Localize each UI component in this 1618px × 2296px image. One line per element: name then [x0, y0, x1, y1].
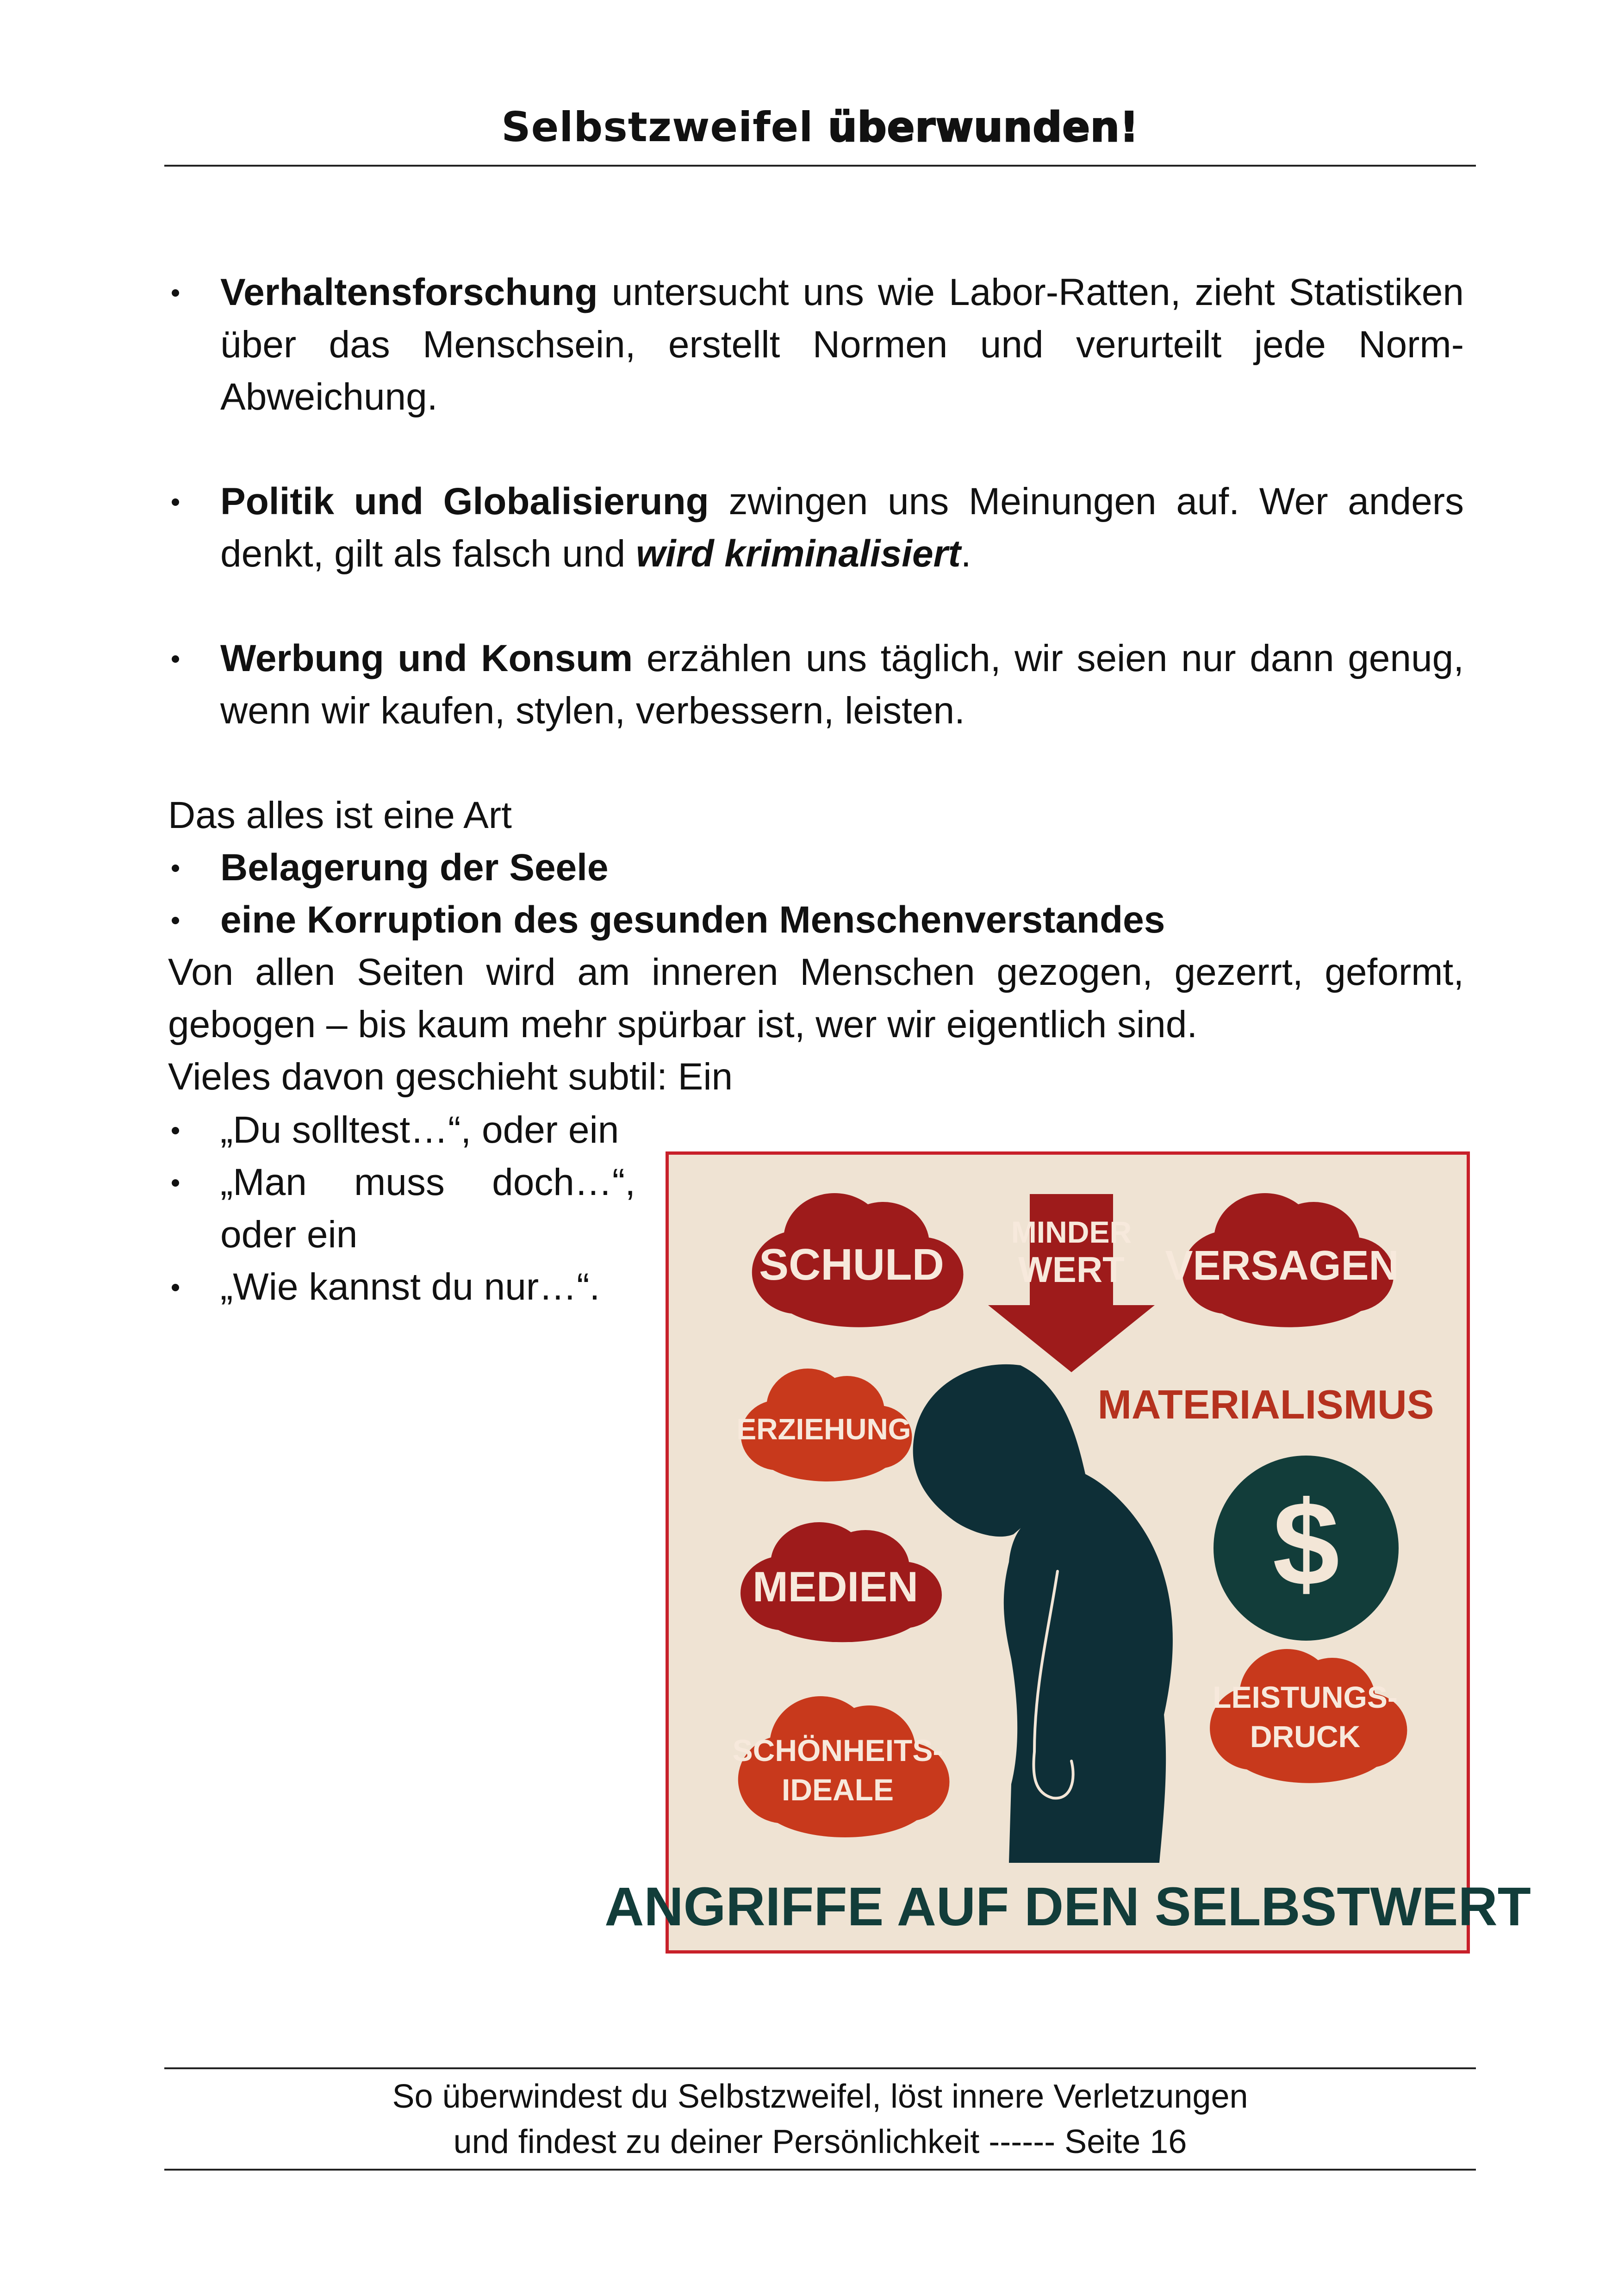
list-item [168, 894, 1464, 946]
cloud-label: MEDIEN [753, 1563, 918, 1611]
list-item [168, 266, 1464, 423]
dollar-sign: $ [1272, 1477, 1340, 1611]
bullet-text: erzählen uns täglich, wir seien nur dann genug, wenn wir kaufen, stylen, verbessern, leisten. [220, 637, 1464, 732]
title-bold: überwunden! [828, 103, 1139, 151]
cloud-label: VERSAGEN [1165, 1243, 1399, 1289]
list-item: „Du solltest…“, oder ein [168, 1104, 635, 1156]
page-header [164, 100, 1476, 167]
cloud-label: ERZIEHUNG [736, 1412, 911, 1446]
list-item: „Man muss doch…“, oder ein [168, 1156, 635, 1261]
bullet-text: zwingen uns Meinungen auf. Wer anders denkt, gilt als falsch und [220, 480, 1464, 575]
quotes-list [168, 1104, 635, 1313]
siege-section [168, 789, 1464, 1103]
title-normal: Selbstzweifel [501, 103, 828, 151]
quotes-section [168, 1104, 635, 1313]
intro-line: Das alles ist eine Art [168, 794, 512, 836]
cloud-label: IDEALE [781, 1773, 894, 1807]
subtle-intro: Vieles davon geschieht subtil: Ein [168, 1056, 733, 1098]
list-item [168, 475, 1464, 580]
influence-list [168, 266, 1464, 737]
footer-line: So überwindest du Selbstzweifel, löst innere Verletzungen [392, 2078, 1248, 2115]
body-paragraph: Von allen Seiten wird am inneren Menschen gezogen, gezerrt, geformt, gebogen – bis kaum mehr spürbar ist, wer wir eigentlich sind. [168, 951, 1464, 1045]
list-item [168, 632, 1464, 737]
bullet-bold: Werbung und Konsum [220, 637, 633, 679]
cloud-label: LEISTUNGS- [1213, 1680, 1398, 1714]
illustration-caption: ANGRIFFE AUF DEN SELBSTWERT [604, 1876, 1531, 1937]
cloud-label: SCHÖNHEITS- [732, 1733, 943, 1767]
dollar-icon [1214, 1456, 1399, 1641]
illustration [604, 1155, 1531, 1950]
arrow-label: MINDER [1011, 1215, 1132, 1249]
page-title [164, 100, 1476, 155]
art-item: Belagerung der Seele [220, 846, 609, 889]
bullet-text: untersucht uns wie Labor-Ratten, zieht Statistiken über das Menschsein, erstellt Normen und verurteilt jede Norm-Abweichung. [220, 271, 1464, 418]
cloud-label: DRUCK [1250, 1719, 1361, 1754]
cloud-label: SCHULD [759, 1240, 944, 1289]
bullet-bold: Politik und Globalisierung [220, 480, 709, 523]
materialismus-label: MATERIALISMUS [1097, 1381, 1434, 1427]
bullet-emphasis: wird kriminalisiert [635, 533, 961, 575]
bullet-bold: Verhaltensforschung [220, 271, 598, 313]
art-item: eine Korruption des gesunden Menschenverstandes [220, 899, 1165, 941]
footer-line: und findest zu deiner Persönlichkeit ------ Seite 16 [453, 2123, 1187, 2160]
art-list [168, 841, 1464, 946]
arrow-label: WERT [1018, 1249, 1125, 1290]
illustration-frame [604, 1151, 1531, 1954]
list-item: „Wie kannst du nur…“. [168, 1261, 635, 1313]
page-footer [164, 2067, 1476, 2171]
bullet-after: . [960, 533, 971, 575]
list-item [168, 841, 1464, 894]
influence-list-section [168, 266, 1464, 789]
